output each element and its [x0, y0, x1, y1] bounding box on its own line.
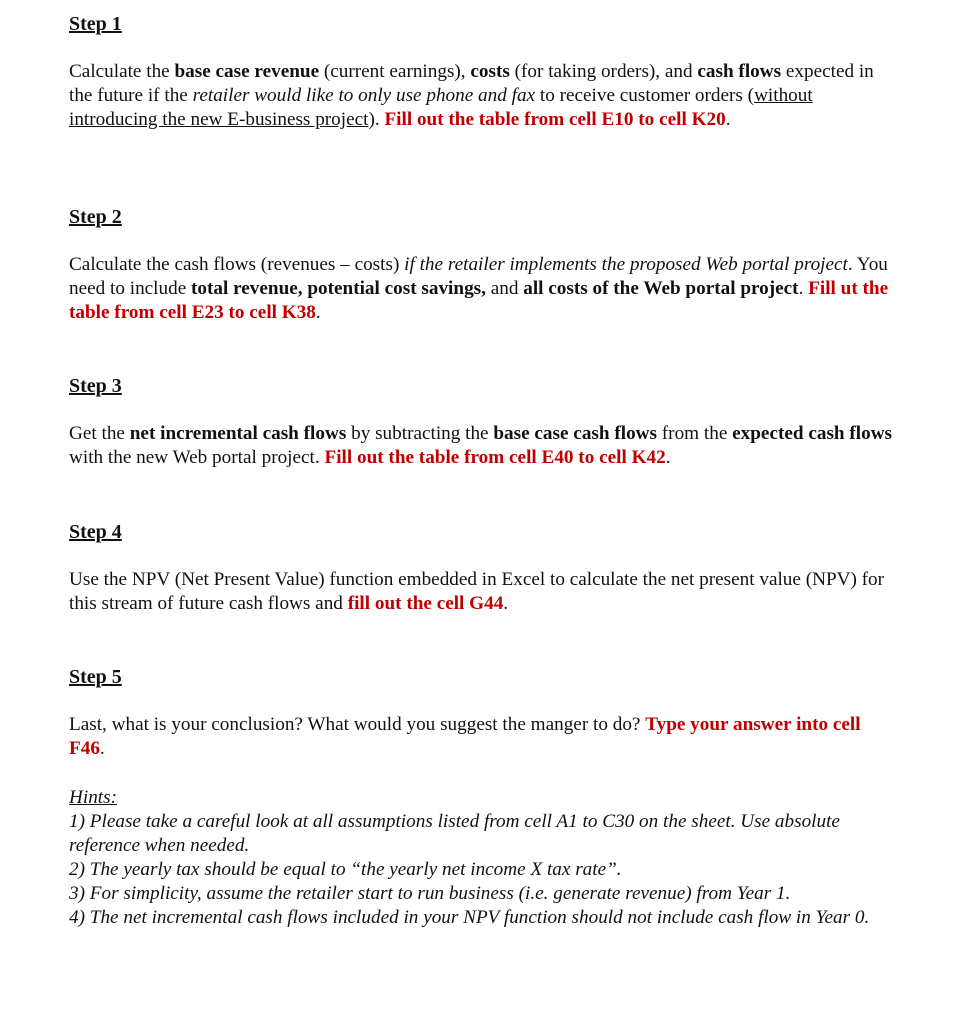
step-4-seg-2: .: [503, 593, 509, 614]
hint-item-2: 2) The yearly tax should be equal to “the yearly net income X tax rate”.: [69, 859, 622, 880]
step-5-body: [69, 713, 899, 761]
step-3-heading: Step 3: [69, 375, 122, 397]
step-2-seg-5: all costs of the Web portal project: [523, 278, 799, 299]
step-2-body: [69, 253, 899, 325]
step-1-seg-0: Calculate the: [69, 61, 175, 82]
step-3-seg-8: .: [665, 447, 671, 468]
step-4-seg-0: Use the NPV (Net Present Value) function embedded in Excel to calculate the net present value (NPV) for this stream of future cash flows and: [69, 569, 885, 614]
step-1-body: [69, 60, 899, 132]
step-1-seg-7: retailer would like to only use phone and fax: [192, 85, 536, 106]
step-1-seg-11: Fill out the table from cell E10 to cell K20: [384, 109, 726, 130]
step-3-seg-7: Fill out the table from cell E40 to cell K42: [324, 447, 666, 468]
hints-title: Hints:: [69, 787, 117, 808]
step-5-seg-0: Last, what is your conclusion? What would you suggest the manger to do?: [69, 714, 646, 735]
step-2-seg-2: . You need to include: [69, 254, 888, 299]
step-3-body: [69, 422, 899, 470]
step-1-heading: Step 1: [69, 13, 122, 35]
step-2-seg-3: total revenue, potential cost savings,: [191, 278, 486, 299]
step-4-heading: Step 4: [69, 521, 122, 543]
step-1-seg-3: costs: [470, 61, 510, 82]
hint-item-3: 3) For simplicity, assume the retailer start to run business (i.e. generate revenue) from Year 1.: [69, 883, 791, 904]
step-2-heading: Step 2: [69, 206, 122, 228]
hint-item-4: 4) The net incremental cash flows included in your NPV function should not include cash flow in Year 0.: [69, 907, 870, 928]
step-1-seg-2: (current earnings),: [319, 61, 471, 82]
step-5-seg-1: Type your answer into cell F46: [69, 714, 861, 759]
hints-section: [69, 786, 899, 930]
step-2-seg-1: if the retailer implements the proposed Web portal project: [404, 254, 848, 275]
step-2-seg-7: Fill ut the table from cell E23 to cell K38: [69, 278, 889, 323]
hint-item-1: 1) Please take a careful look at all assumptions listed from cell A1 to C30 on the sheet. Use absolute reference when needed.: [69, 811, 840, 856]
step-3-seg-6: with the new Web portal project.: [69, 447, 325, 468]
step-1-seg-1: base case revenue: [174, 61, 320, 82]
step-3-seg-2: by subtracting the: [346, 423, 494, 444]
step-2-seg-6: .: [798, 278, 809, 299]
step-1-seg-9: without introducing the new E-business project: [69, 85, 813, 130]
step-4-seg-1: fill out the cell G44: [347, 593, 504, 614]
step-3-seg-3: base case cash flows: [493, 423, 657, 444]
step-1-seg-12: .: [725, 109, 731, 130]
step-3-seg-1: net incremental cash flows: [129, 423, 347, 444]
step-3-seg-4: from the: [657, 423, 733, 444]
step-2-seg-4: and: [485, 278, 524, 299]
step-1-seg-8: to receive customer orders (: [535, 85, 755, 106]
step-3-seg-0: Get the: [69, 423, 130, 444]
step-3-seg-5: expected cash flows: [732, 423, 893, 444]
step-4-body: [69, 568, 899, 616]
step-5-heading: Step 5: [69, 666, 122, 688]
step-2-seg-0: Calculate the cash flows (revenues – costs): [69, 254, 405, 275]
step-1-seg-4: (for taking orders), and: [509, 61, 698, 82]
step-1-seg-6: expected in the future if the: [69, 61, 874, 106]
step-5-seg-2: .: [99, 738, 105, 759]
step-1-seg-5: cash flows: [697, 61, 782, 82]
step-1-seg-10: ).: [368, 109, 385, 130]
step-2-seg-8: .: [315, 302, 321, 323]
